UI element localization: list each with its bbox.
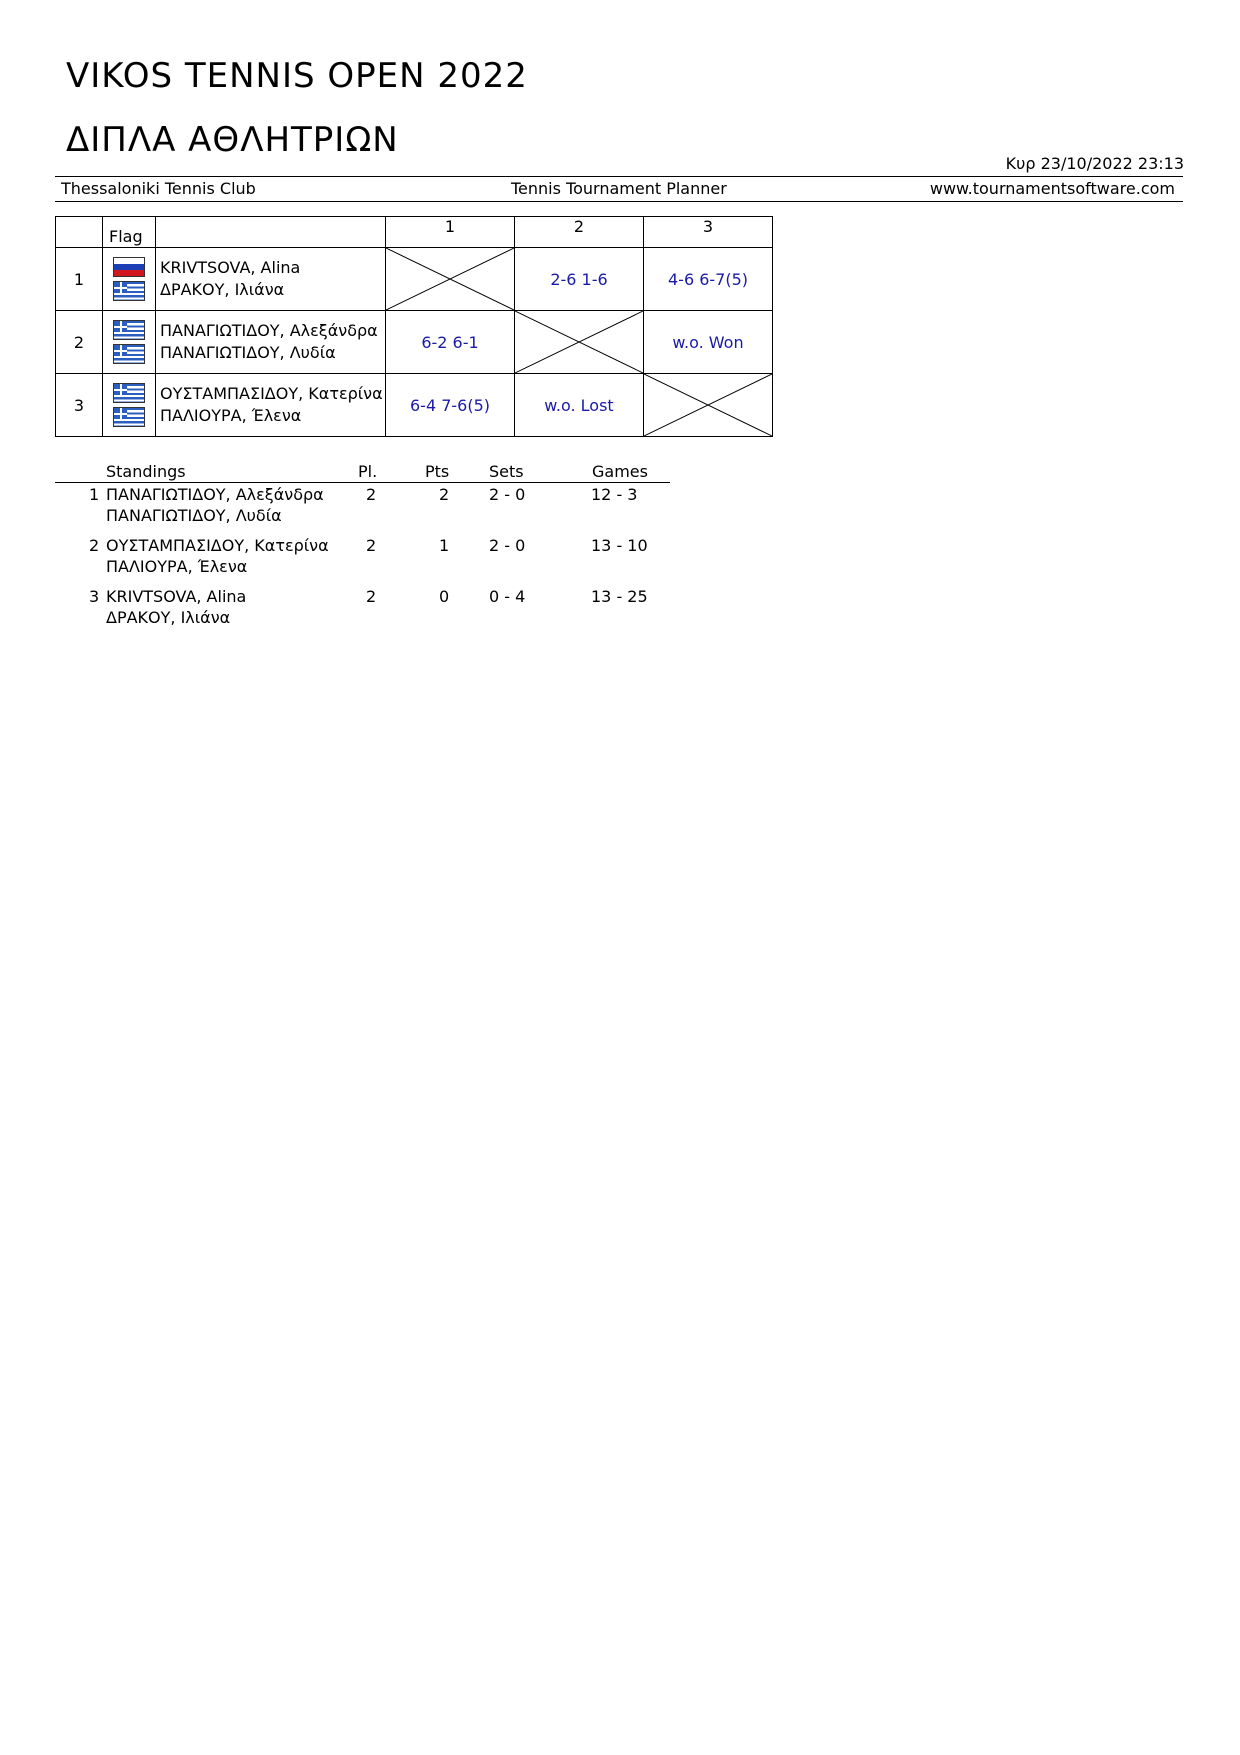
page-title: VIKOS TENNIS OPEN 2022 xyxy=(66,56,528,96)
rank: 2 xyxy=(89,536,100,555)
event-subtitle: ΔΙΠΛΑ ΑΘΛΗΤΡΙΩΝ xyxy=(66,120,399,160)
flag-cell xyxy=(103,248,156,311)
website-link[interactable]: www.tournamentsoftware.com xyxy=(929,179,1175,198)
grid-row xyxy=(56,248,773,311)
match-result[interactable]: 6-2 6-1 xyxy=(386,311,515,374)
points-header: Pts xyxy=(425,462,450,481)
self-match-cell xyxy=(644,374,773,437)
player-name: KRIVTSOVA, Alina xyxy=(160,258,301,277)
sets-value: 2 - 0 xyxy=(489,485,526,504)
club-name: Thessaloniki Tennis Club xyxy=(61,179,256,198)
standings-label: Standings xyxy=(106,462,186,481)
standings-row xyxy=(55,585,670,636)
points-value: 2 xyxy=(439,485,450,504)
player-name: ΟΥΣΤΑΜΠΑΣΙΔΟΥ, Κατερίνα xyxy=(106,536,329,555)
header-bar xyxy=(55,176,1183,202)
seed-number: 1 xyxy=(56,248,103,311)
standings-row xyxy=(55,483,670,534)
standings-row xyxy=(55,534,670,585)
seed-number: 3 xyxy=(56,374,103,437)
gr-flag-icon xyxy=(113,383,145,403)
gr-flag-icon xyxy=(113,320,145,340)
ru-flag-icon xyxy=(113,257,145,277)
player-name: ΠΑΝΑΓΙΩΤΙΔΟΥ, Λυδία xyxy=(160,343,336,362)
grid-row xyxy=(56,311,773,374)
grid-row xyxy=(56,374,773,437)
games-value: 13 - 10 xyxy=(591,536,648,555)
player-name: ΠΑΝΑΓΙΩΤΙΔΟΥ, Αλεξάνδρα xyxy=(106,485,324,504)
grid-header-col-1: 1 xyxy=(386,217,515,248)
sets-value: 0 - 4 xyxy=(489,587,526,606)
planner-name: Tennis Tournament Planner xyxy=(511,179,727,198)
sets-header: Sets xyxy=(489,462,524,481)
played-value: 2 xyxy=(366,536,377,555)
print-date: Κυρ 23/10/2022 23:13 xyxy=(1005,154,1184,173)
flag-cell xyxy=(103,374,156,437)
match-result[interactable]: 6-4 7-6(5) xyxy=(386,374,515,437)
player-name: ΠΑΝΑΓΙΩΤΙΔΟΥ, Αλεξάνδρα xyxy=(160,321,378,340)
player-name: ΠΑΛΙΟΥΡΑ, Έλενα xyxy=(160,406,302,425)
self-match-cell xyxy=(386,248,515,311)
match-result[interactable]: w.o. Lost xyxy=(515,374,644,437)
standings-table xyxy=(55,462,670,636)
played-header: Pl. xyxy=(358,462,378,481)
player-name: ΔΡΑΚΟΥ, Ιλιάνα xyxy=(106,608,231,627)
seed-number: 2 xyxy=(56,311,103,374)
sets-value: 2 - 0 xyxy=(489,536,526,555)
grid-header-seed xyxy=(56,217,103,248)
games-header: Games xyxy=(592,462,648,481)
rank: 1 xyxy=(89,485,100,504)
gr-flag-icon xyxy=(113,344,145,364)
match-result[interactable]: w.o. Won xyxy=(644,311,773,374)
player-name: KRIVTSOVA, Alina xyxy=(106,587,247,606)
points-value: 0 xyxy=(439,587,450,606)
player-name: ΟΥΣΤΑΜΠΑΣΙΔΟΥ, Κατερίνα xyxy=(160,384,383,403)
round-robin-grid xyxy=(55,216,773,437)
self-match-cell xyxy=(515,311,644,374)
gr-flag-icon xyxy=(113,281,145,301)
match-result[interactable]: 2-6 1-6 xyxy=(515,248,644,311)
player-name: ΠΑΝΑΓΙΩΤΙΔΟΥ, Λυδία xyxy=(106,506,282,525)
grid-header-col-3: 3 xyxy=(644,217,773,248)
gr-flag-icon xyxy=(113,407,145,427)
played-value: 2 xyxy=(366,587,377,606)
games-value: 13 - 25 xyxy=(591,587,648,606)
grid-header-name xyxy=(156,217,386,248)
played-value: 2 xyxy=(366,485,377,504)
team-cell[interactable] xyxy=(156,248,386,311)
rank: 3 xyxy=(89,587,100,606)
player-name: ΔΡΑΚΟΥ, Ιλιάνα xyxy=(160,280,285,299)
grid-header-flag: Flag xyxy=(103,217,156,248)
games-value: 12 - 3 xyxy=(591,485,638,504)
match-result[interactable]: 4-6 6-7(5) xyxy=(644,248,773,311)
grid-header-col-2: 2 xyxy=(515,217,644,248)
grid-header-row xyxy=(56,217,773,248)
team-cell[interactable] xyxy=(156,374,386,437)
points-value: 1 xyxy=(439,536,450,555)
team-cell[interactable] xyxy=(156,311,386,374)
flag-cell xyxy=(103,311,156,374)
standings-header xyxy=(55,462,670,483)
player-name: ΠΑΛΙΟΥΡΑ, Έλενα xyxy=(106,557,248,576)
